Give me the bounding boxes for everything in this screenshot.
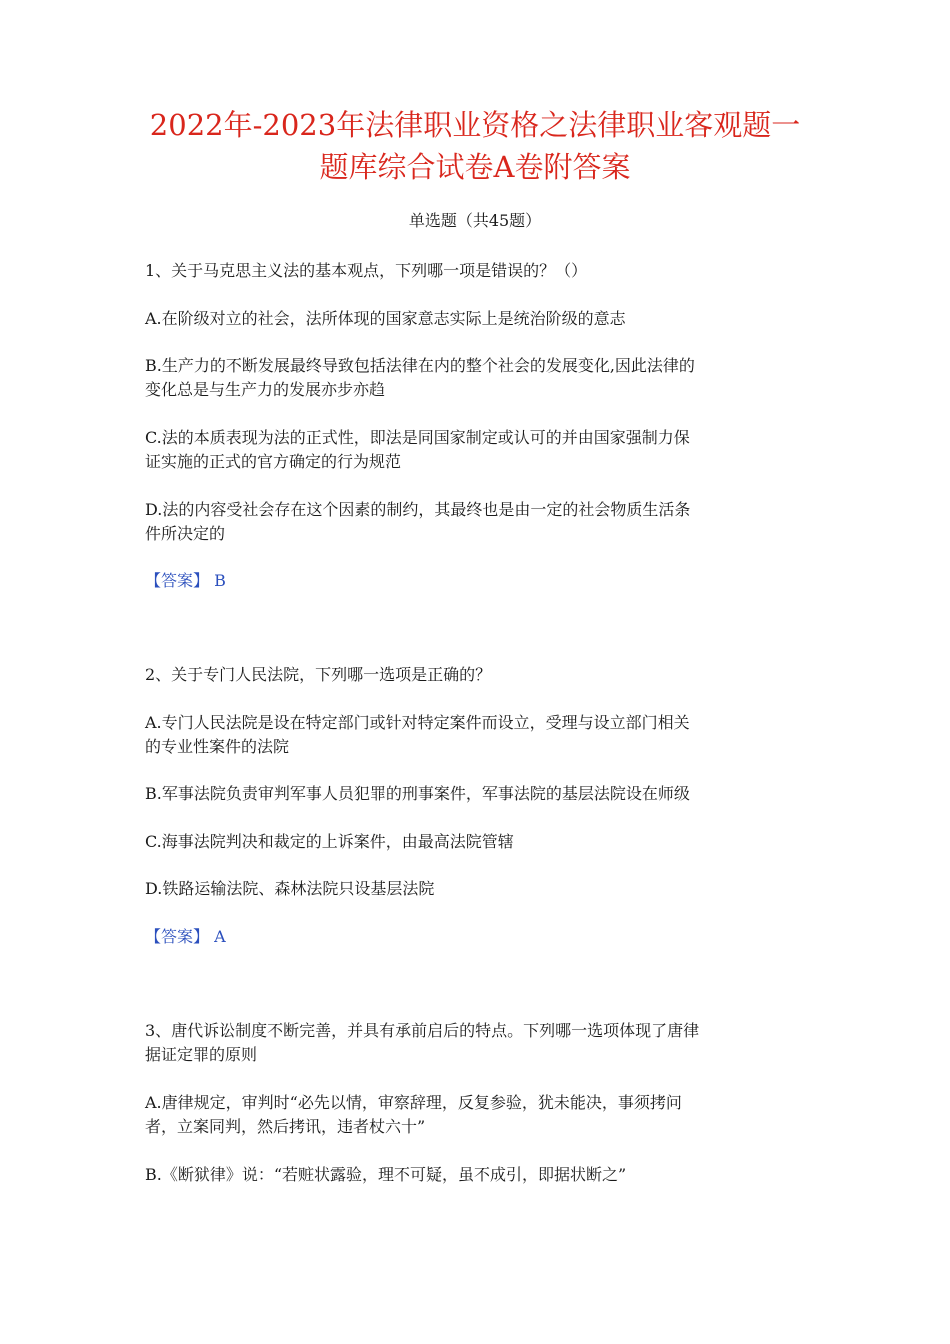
question-1-option-b-line-2: 变化总是与生产力的发展亦步亦趋 [145,380,386,399]
question-2-stem: 2、关于专门人民法院，下列哪一选项是正确的？ [145,665,492,684]
question-1-option-d-line-1: D.法的内容受社会存在这个因素的制约，其最终也是由一定的社会物质生活条 [145,500,691,519]
question-2-option-a-line-1: A.专门人民法院是设在特定部门或针对特定案件而设立，受理与设立部门相关 [145,713,690,732]
question-1-option-a: A.在阶级对立的社会，法所体现的国家意志实际上是统治阶级的意志 [145,309,626,328]
question-2-option-a-line-2: 的专业性案件的法院 [145,737,290,756]
question-1-option-b-line-1: B.生产力的不断发展最终导致包括法律在内的整个社会的发展变化,因此法律的 [145,356,695,375]
question-3-option-a-line-1: A.唐律规定，审判时“必先以情，审察辞理，反复参验，犹未能决，事须拷问 [145,1093,682,1112]
title-line-2: 题库综合试卷A卷附答案 [319,150,631,184]
question-1-option-c-line-1: C.法的本质表现为法的正式性，即法是同国家制定或认可的并由国家强制力保 [145,428,690,447]
question-2-option-b: B.军事法院负责审判军事人员犯罪的刑事案件，军事法院的基层法院设在师级 [145,784,690,803]
question-3-stem-line-2: 据证定罪的原则 [145,1045,258,1064]
question-2-option-c: C.海事法院判决和裁定的上诉案件，由最高法院管辖 [145,832,514,851]
question-3-stem-line-1: 3、唐代诉讼制度不断完善，并具有承前启后的特点。下列哪一选项体现了唐律 [145,1021,700,1040]
question-1-stem: 1、关于马克思主义法的基本观点，下列哪一项是错误的？（） [145,261,588,280]
question-3-option-a-line-2: 者，立案同判，然后拷讯，违者杖六十” [145,1117,426,1136]
question-1-option-d-line-2: 件所决定的 [145,524,226,543]
question-1-answer: 【答案】 B [145,571,226,590]
title-line-1: 2022年-2023年法律职业资格之法律职业客观题一 [149,108,801,142]
question-1-option-c-line-2: 证实施的正式的官方确定的行为规范 [145,452,402,471]
question-2-option-d: D.铁路运输法院、森林法院只设基层法院 [145,879,435,898]
question-2-answer: 【答案】 A [145,927,226,946]
question-3-option-b: B.《断狱律》说：“若赃状露验，理不可疑，虽不成引，即据状断之” [145,1165,627,1184]
section-heading: 单选题（共45题） [408,211,542,230]
document-title [100,104,850,188]
